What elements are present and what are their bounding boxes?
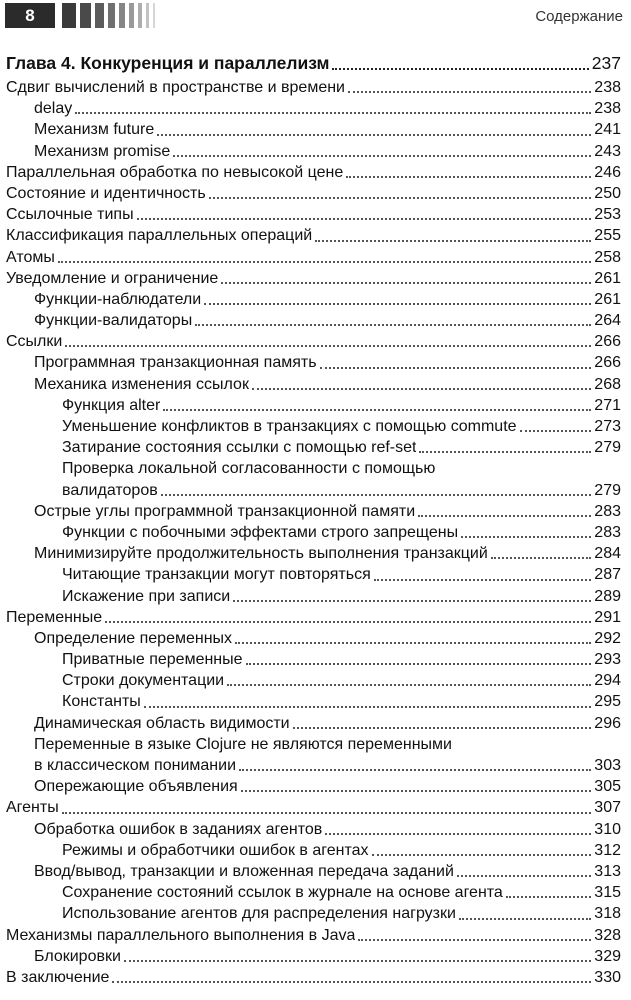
dot-leader	[491, 556, 592, 559]
toc-entry-page: 292	[594, 629, 621, 647]
toc-entry-title: Переменные	[6, 608, 103, 626]
dot-leader	[252, 387, 591, 390]
toc-entry	[0, 501, 631, 522]
toc-entry	[0, 564, 631, 585]
toc-entry-page: 313	[594, 862, 621, 880]
toc-entry-page: 315	[594, 884, 621, 902]
toc-entry-title: Сдвиг вычислений в пространстве и времени	[6, 79, 345, 96]
dot-leader	[325, 832, 591, 835]
toc-entry-page: 243	[594, 142, 621, 160]
toc-entry-page: 330	[594, 968, 621, 986]
toc-entry	[0, 522, 631, 543]
toc-entry-title: Переменные в языке Clojure не являются переменными	[34, 735, 452, 753]
toc-entry-title: Строки документации	[62, 672, 225, 690]
toc-entry-page: 261	[594, 290, 621, 308]
dot-leader	[418, 514, 591, 517]
dot-leader	[221, 281, 591, 284]
toc-entry	[0, 310, 631, 331]
toc-entry	[0, 903, 631, 924]
dot-leader	[246, 662, 592, 665]
toc-entry-title: Проверка локальной согласованности с помощью	[62, 460, 436, 478]
toc-entry-page: 238	[594, 100, 621, 118]
toc-entry-page: 246	[594, 163, 621, 181]
toc-entry-title: Обработка ошибок в заданиях агентов	[34, 820, 323, 838]
toc-entry-page: 271	[594, 396, 621, 414]
toc-entry-title: Использование агентов для распределения нагрузки	[62, 905, 456, 923]
toc-entry	[0, 797, 631, 818]
toc-entry-title: Функция alter	[62, 396, 161, 414]
dot-leader	[241, 789, 592, 792]
toc-entry	[0, 840, 631, 861]
toc-entry-page: 284	[594, 545, 621, 563]
toc-entry-title: Блокировки	[34, 947, 121, 965]
toc-entry	[0, 628, 631, 649]
toc-entry-page: 250	[594, 184, 621, 202]
toc-entry-page: 303	[594, 757, 621, 774]
page-number: 8	[5, 3, 55, 28]
toc-entry	[0, 691, 631, 712]
running-title: Содержание	[535, 8, 623, 25]
toc-entry-page: 264	[594, 312, 621, 330]
toc-entry-title: Функции-валидаторы	[34, 312, 193, 330]
toc-entry-page: 255	[594, 227, 621, 245]
toc-entry-page: 253	[594, 206, 621, 224]
toc-entry-page: 261	[594, 269, 621, 287]
dot-leader	[163, 408, 591, 411]
toc-entry-page: 296	[594, 714, 621, 732]
toc-entry	[0, 649, 631, 670]
toc-entry-title: Искажение при записи	[62, 587, 231, 605]
toc-entry-page: 283	[594, 502, 621, 520]
toc-entry-page: 283	[594, 523, 621, 541]
toc-entry	[0, 967, 631, 988]
toc-chapter-page: 237	[591, 53, 621, 73]
toc-entry	[0, 331, 631, 352]
toc-entry-title: Функции с побочными эффектами строго запрещены	[62, 523, 459, 541]
toc-entry-title: Уменьшение конфликтов в транзакциях с помощью commute	[62, 418, 517, 435]
toc-entry	[0, 225, 631, 246]
dot-leader	[195, 323, 591, 326]
toc-entry-page: 279	[594, 439, 621, 457]
toc-entry	[0, 119, 631, 140]
dot-leader	[161, 493, 592, 496]
toc-entry	[0, 776, 631, 797]
toc-entry-page: 329	[594, 947, 621, 965]
toc-entry	[0, 861, 631, 882]
dot-leader	[65, 344, 591, 347]
toc-entry-title: Классификация параллельных операций	[6, 227, 313, 245]
toc-entry	[0, 352, 631, 373]
dot-leader	[124, 959, 591, 962]
toc-entry-title: Острые углы программной транзакционной памяти	[34, 502, 416, 520]
toc-entry-first-line	[0, 458, 631, 479]
toc-entry-page: 294	[594, 672, 621, 690]
toc-entry	[0, 204, 631, 225]
toc-entry	[0, 607, 631, 628]
toc-entry-title: Механизм future	[34, 121, 155, 139]
toc-entry-title: Ввод/вывод, транзакции и вложенная передача заданий	[34, 862, 454, 880]
toc-entry-title: Затирание состояния ссылки с помощью ref-set	[62, 439, 417, 457]
dot-leader	[506, 895, 591, 898]
dot-leader	[235, 641, 591, 644]
toc-entry-title: Агенты	[6, 799, 59, 817]
toc-entry	[0, 374, 631, 395]
toc-entry	[0, 77, 631, 98]
toc-entry	[0, 416, 631, 437]
dot-leader	[58, 260, 591, 263]
toc-entry-page: 279	[594, 481, 621, 499]
toc-entry-page: 266	[594, 333, 621, 351]
toc-entry	[0, 98, 631, 119]
dot-leader	[233, 599, 591, 602]
toc-entry	[0, 395, 631, 416]
dot-leader	[520, 429, 592, 432]
toc-entry	[0, 183, 631, 204]
toc-entry-title: Ссылки	[6, 333, 63, 351]
dot-leader	[204, 302, 591, 305]
toc-entry	[0, 141, 631, 162]
dot-leader	[209, 196, 592, 199]
dot-leader	[157, 133, 591, 136]
dot-leader	[75, 111, 591, 114]
dot-leader	[457, 874, 591, 877]
toc-entry-title: Определение переменных	[34, 629, 233, 647]
toc-entry-page: 241	[594, 121, 621, 139]
dot-leader	[227, 683, 591, 686]
toc-entry	[0, 289, 631, 310]
toc-entry	[0, 162, 631, 183]
header-decoration-stripes	[62, 3, 159, 28]
toc-entry-title: В заключение	[6, 968, 110, 986]
toc-entry	[0, 819, 631, 840]
toc-entry-page: 305	[594, 778, 621, 796]
toc-entry	[0, 925, 631, 946]
toc-entry-title: в классическом понимании	[34, 757, 236, 774]
toc-entry	[0, 755, 631, 776]
toc-entry-title: Опережающие объявления	[34, 778, 238, 796]
toc-entry-title: delay	[34, 100, 73, 118]
toc-entry-title: Приватные переменные	[62, 651, 243, 669]
toc-chapter	[0, 51, 631, 75]
toc-entry-page: 328	[594, 926, 621, 944]
toc-entry	[0, 480, 631, 501]
toc-entry-page: 291	[594, 608, 621, 626]
toc-entry-page: 293	[594, 651, 621, 669]
toc-entry-title: Состояние и идентичность	[6, 184, 206, 202]
toc-entry	[0, 247, 631, 268]
dot-leader	[346, 175, 591, 178]
toc-entry-title: Режимы и обработчики ошибок в агентах	[62, 841, 369, 859]
toc-entry	[0, 946, 631, 967]
dot-leader	[144, 705, 592, 708]
toc-entry-title: Минимизируйте продолжительность выполнения транзакций	[34, 545, 488, 563]
dot-leader	[419, 450, 591, 453]
toc-entry-title: Динамическая область видимости	[34, 714, 290, 732]
toc-entry-page: 266	[594, 354, 621, 372]
toc-entry-title: Функции-наблюдатели	[34, 290, 202, 308]
dot-leader	[293, 726, 592, 729]
toc-entry-title: Механизм promise	[34, 142, 171, 160]
toc-entry-page: 312	[594, 841, 621, 859]
toc-entry-page: 318	[594, 905, 621, 923]
toc-entry-page: 258	[594, 248, 621, 266]
toc-entry-title: Константы	[62, 693, 141, 711]
dot-leader	[332, 67, 588, 70]
toc-entry-first-line	[0, 734, 631, 755]
dot-leader	[315, 239, 591, 242]
dot-leader	[372, 853, 592, 856]
toc-entry	[0, 713, 631, 734]
toc-entry-page: 307	[594, 799, 621, 817]
toc-entry-page: 310	[594, 820, 621, 838]
dot-leader	[239, 768, 591, 771]
toc-entry-title: Ссылочные типы	[6, 206, 134, 224]
dot-leader	[374, 578, 592, 581]
dot-leader	[105, 620, 591, 623]
toc-entry-page: 287	[594, 566, 621, 584]
toc-entry-title: Механизмы параллельного выполнения в Java	[6, 926, 356, 944]
dot-leader	[348, 90, 591, 93]
toc-chapter-title: Глава 4. Конкуренция и параллелизм	[6, 53, 330, 73]
toc-entry-title: Программная транзакционная память	[34, 354, 317, 372]
dot-leader	[320, 366, 592, 369]
toc-entry	[0, 586, 631, 607]
toc-entry	[0, 268, 631, 289]
dot-leader	[137, 217, 592, 220]
toc-entry	[0, 437, 631, 458]
toc-entry	[0, 670, 631, 691]
toc-entry-title: Читающие транзакции могут повторяться	[62, 566, 371, 584]
toc-entry-title: Параллельная обработка по невысокой цене	[6, 163, 344, 181]
toc-entry-page: 238	[594, 79, 621, 96]
toc-entry-page: 273	[594, 418, 621, 435]
dot-leader	[62, 811, 592, 814]
table-of-contents	[0, 51, 631, 988]
toc-entry-title: Механика изменения ссылок	[34, 375, 249, 393]
toc-entry-title: Атомы	[6, 248, 55, 266]
dot-leader	[112, 980, 591, 983]
dot-leader	[173, 154, 591, 157]
toc-entry	[0, 543, 631, 564]
toc-entry-title: Сохранение состояний ссылок в журнале на основе агента	[62, 884, 503, 902]
page-header	[0, 0, 631, 40]
dot-leader	[461, 535, 591, 538]
toc-entry-page: 268	[594, 375, 621, 393]
toc-entry-title: Уведомление и ограничение	[6, 269, 219, 287]
dot-leader	[459, 917, 591, 920]
dot-leader	[358, 938, 591, 941]
toc-entry-page: 295	[594, 693, 621, 711]
toc-entry-page: 289	[594, 587, 621, 605]
toc-entry	[0, 882, 631, 903]
toc-entry-title: валидаторов	[62, 481, 158, 499]
